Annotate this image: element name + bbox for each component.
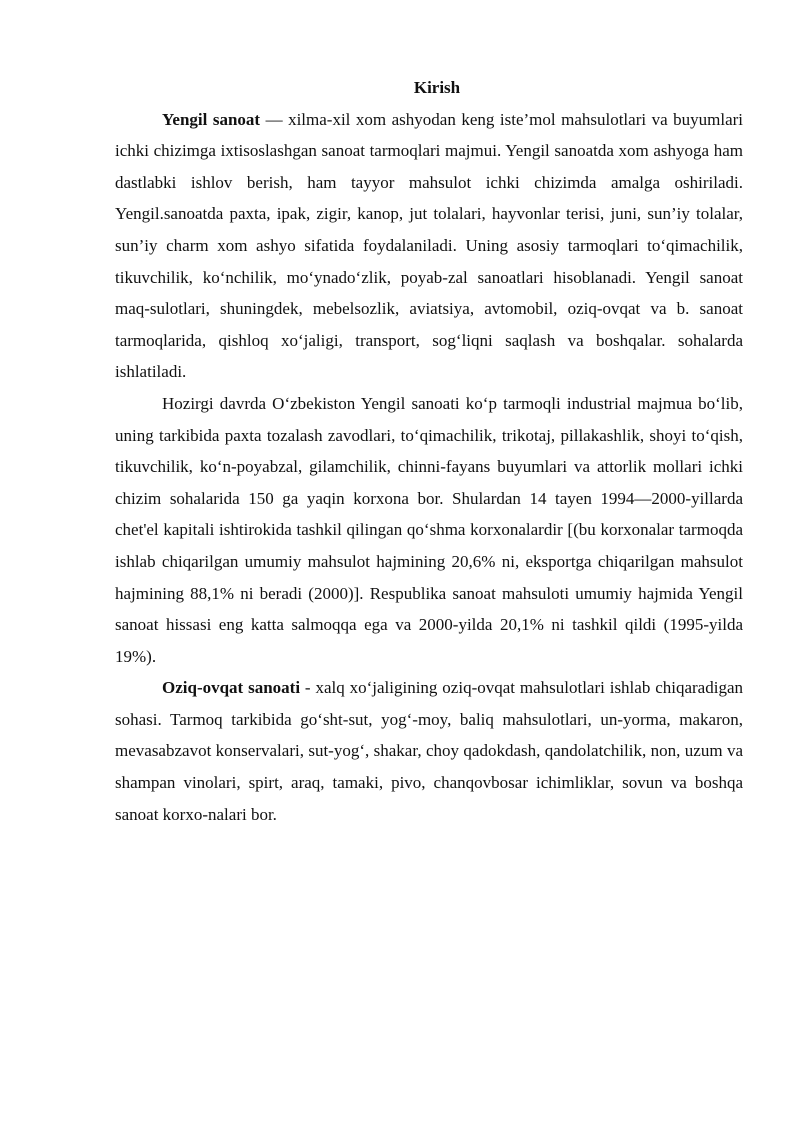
- paragraph-yengil-sanoat: [115, 104, 743, 388]
- paragraph-text: — xilma-xil xom ashyodan keng iste’mol mahsulotlari va buyumlari ichki chizimga ixtisoslashgan sanoat tarmoqlari majmui. Yengil sanoatda xom ashyoga ham dastlabki ishlov berish, ham tayyor mahsulot ichki chizimda amalga oshiriladi. Yengil.sanoatda paxta, ipak, zigir, kanop, jut tolalari, hayvonlar terisi, juni, sun’iy tolalar, sun’iy charm xom ashyo sifatida foydalaniladi. Uning asosiy tarmoqlari to‘qimachilik, tikuvchilik, ko‘nchilik, mo‘ynado‘zlik, poyab-zal sanoatlari hisoblanadi. Yengil sanoat maq-sulotlari, shuningdek, mebelsozlik, aviatsiya, avtomobil, oziq-ovqat va b. sanoat tarmoqlarida, qishloq xo‘jaligi, transport, sog‘liqni saqlash va boshqalar. sohalarda ishlatiladi.: [115, 109, 743, 382]
- paragraph-oziq-ovqat: [115, 672, 743, 830]
- term-oziq-ovqat-sanoati: Oziq-ovqat sanoati: [162, 678, 301, 698]
- term-yengil-sanoat: Yengil sanoat: [162, 109, 261, 129]
- paragraph-text: Hozirgi davrda O‘zbekiston Yengil sanoati ko‘p tarmoqli industrial majmua bo‘lib, uning tarkibida paxta tozalash zavodlari, to‘qimachilik, trikotaj, pillakashlik, shoyi to‘qish, tikuvchilik, ko‘n-poyabzal, gilamchilik, chinni-fayans buyumlari va attorlik mollari ichki chizim sohalarida 150 ga yaqin korxona bor. Shulardan 14 tayen 1994—2000-yillarda chet'el kapitali ishtirokida tashkil qilingan qo‘shma korxonalardir [(bu korxonalar tarmoqda ishlab chiqarilgan umumiy mahsulot hajmining 20,6% ni, eksportga chiqarilgan mahsulot hajmining 88,1% ni beradi (2000)]. Respublika sanoat mahsuloti umumiy hajmida Yengil sanoat hissasi eng katta salmoqqa ega va 2000-yilda 20,1% ni tashkil qildi (1995-yilda 19%).: [115, 393, 743, 666]
- paragraph-hozirgi-davrda: [115, 388, 743, 672]
- paragraph-text: - xalq xo‘jaligining oziq-ovqat mahsulotlari ishlab chiqaradigan sohasi. Tarmoq tarkibida go‘sht-sut, yog‘-moy, baliq mahsulotlari, un-yorma, makaron, mevasabzavot konservalari, sut-yog‘, shakar, choy qadokdash, qandolatchilik, non, uzum va shampan vinolari, spirt, araq, tamaki, pivo, chanqovbosar ichimliklar, sovun va boshqa sanoat korxo-nalari bor.: [115, 678, 743, 824]
- page-title: Kirish: [413, 78, 461, 97]
- document-body: [115, 72, 743, 830]
